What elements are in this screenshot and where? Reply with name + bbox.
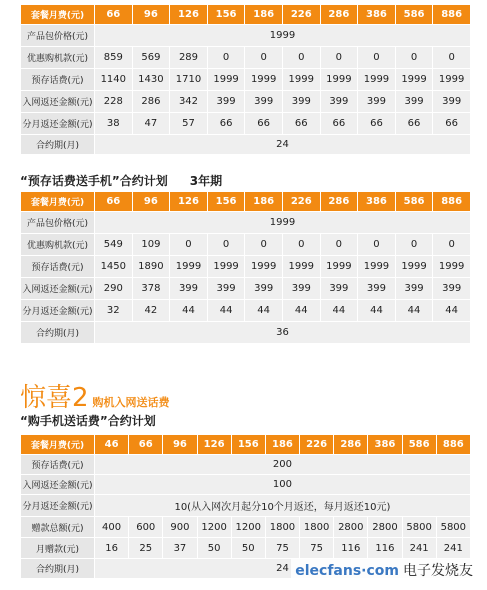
row-label-cell: 预存话费(元) — [21, 256, 95, 278]
merged-value-cell: 200 — [95, 455, 471, 475]
row-label-cell: 入网返还金额(元) — [21, 91, 95, 113]
header-fee-cell: 286 — [334, 435, 368, 455]
header-fee-cell: 386 — [358, 192, 396, 212]
watermark-brand: elecfans·com — [295, 563, 399, 579]
merged-value-cell: 1999 — [95, 25, 471, 47]
row-label-cell: 合约期(月) — [21, 322, 95, 344]
header-fee-cell: 126 — [170, 192, 208, 212]
row-label-cell: 产品包价格(元) — [21, 212, 95, 234]
row-label-cell: 优惠购机款(元) — [21, 47, 95, 69]
value-cell: 399 — [433, 91, 471, 113]
value-cell: 66 — [433, 113, 471, 135]
header-fee-cell: 586 — [395, 5, 433, 25]
header-fee-cell: 156 — [231, 435, 265, 455]
value-cell: 1999 — [282, 256, 320, 278]
value-cell: 399 — [170, 278, 208, 300]
value-cell: 1999 — [170, 256, 208, 278]
table-row — [21, 113, 471, 135]
promo-heading — [20, 377, 170, 414]
value-cell: 1999 — [358, 69, 396, 91]
row-label-cell: 合约期(月) — [21, 559, 95, 579]
contract-table-2 — [20, 191, 471, 344]
header-fee-cell: 66 — [95, 192, 133, 212]
value-cell: 0 — [207, 234, 245, 256]
value-cell: 1999 — [358, 256, 396, 278]
merged-value-cell: 24 — [95, 135, 471, 155]
table-row — [21, 278, 471, 300]
row-label-cell: 预存话费(元) — [21, 455, 95, 475]
value-cell: 1999 — [395, 69, 433, 91]
table-row — [21, 495, 471, 517]
header-fee-cell: 186 — [265, 435, 299, 455]
value-cell: 399 — [320, 278, 358, 300]
row-label-cell: 分月返还金额(元) — [21, 300, 95, 322]
value-cell: 1430 — [132, 69, 170, 91]
value-cell: 2800 — [334, 517, 368, 538]
merged-value-cell: 10(从入网次月起分10个月返还，每月返还10元) — [95, 495, 471, 517]
section-title-buyphone — [20, 412, 156, 429]
value-cell: 42 — [132, 300, 170, 322]
header-label-cell: 套餐月费(元) — [21, 435, 95, 455]
value-cell: 569 — [132, 47, 170, 69]
merged-value-cell: 100 — [95, 475, 471, 495]
value-cell: 1999 — [282, 69, 320, 91]
value-cell: 116 — [368, 538, 402, 559]
header-fee-cell: 586 — [402, 435, 436, 455]
merged-value-cell: 1999 — [95, 212, 471, 234]
value-cell: 32 — [95, 300, 133, 322]
header-fee-cell: 66 — [95, 5, 133, 25]
value-cell: 286 — [132, 91, 170, 113]
value-cell: 1999 — [320, 69, 358, 91]
value-cell: 44 — [395, 300, 433, 322]
header-fee-cell: 286 — [320, 5, 358, 25]
value-cell: 241 — [402, 538, 436, 559]
row-label-cell: 合约期(月) — [21, 135, 95, 155]
header-fee-cell: 96 — [132, 192, 170, 212]
value-cell: 399 — [282, 91, 320, 113]
value-cell: 1800 — [300, 517, 334, 538]
value-cell: 399 — [282, 278, 320, 300]
table-row — [21, 455, 471, 475]
header-fee-cell: 46 — [95, 435, 129, 455]
table-row — [21, 69, 471, 91]
header-row — [21, 192, 471, 212]
header-label-cell: 套餐月费(元) — [21, 5, 95, 25]
section-title-prepay-text: “预存话费送手机”合约计划 — [20, 174, 168, 188]
merged-value-cell: 36 — [95, 322, 471, 344]
table-row — [21, 47, 471, 69]
value-cell: 5800 — [402, 517, 436, 538]
value-cell: 66 — [282, 113, 320, 135]
value-cell: 47 — [132, 113, 170, 135]
table-row — [21, 300, 471, 322]
header-fee-cell: 126 — [197, 435, 231, 455]
value-cell: 399 — [433, 278, 471, 300]
merged-value-cell: 24 — [95, 559, 471, 579]
header-fee-cell: 156 — [207, 5, 245, 25]
term-label: 3年期 — [189, 174, 223, 188]
value-cell: 44 — [207, 300, 245, 322]
row-label-cell: 分月返还金额(元) — [21, 113, 95, 135]
value-cell: 66 — [207, 113, 245, 135]
watermark — [291, 558, 477, 582]
value-cell: 0 — [433, 47, 471, 69]
value-cell: 0 — [395, 47, 433, 69]
value-cell: 1450 — [95, 256, 133, 278]
value-cell: 549 — [95, 234, 133, 256]
value-cell: 1999 — [245, 69, 283, 91]
value-cell: 5800 — [436, 517, 470, 538]
table-row — [21, 256, 471, 278]
value-cell: 2800 — [368, 517, 402, 538]
value-cell: 66 — [358, 113, 396, 135]
value-cell: 1999 — [207, 69, 245, 91]
row-label-cell: 分月返还金额(元) — [21, 495, 95, 517]
header-fee-cell: 586 — [395, 192, 433, 212]
table-row — [21, 25, 471, 47]
value-cell: 38 — [95, 113, 133, 135]
row-label-cell: 入网返还金额(元) — [21, 278, 95, 300]
value-cell: 0 — [320, 234, 358, 256]
value-cell: 1800 — [265, 517, 299, 538]
header-label-cell: 套餐月费(元) — [21, 192, 95, 212]
value-cell: 1999 — [433, 256, 471, 278]
table-row — [21, 135, 471, 155]
header-fee-cell: 96 — [132, 5, 170, 25]
value-cell: 44 — [245, 300, 283, 322]
header-row — [21, 5, 471, 25]
header-fee-cell: 886 — [433, 5, 471, 25]
value-cell: 399 — [395, 278, 433, 300]
value-cell: 399 — [207, 278, 245, 300]
value-cell: 399 — [395, 91, 433, 113]
value-cell: 241 — [436, 538, 470, 559]
value-cell: 1200 — [231, 517, 265, 538]
value-cell: 1999 — [245, 256, 283, 278]
value-cell: 0 — [395, 234, 433, 256]
value-cell: 400 — [95, 517, 129, 538]
value-cell: 228 — [95, 91, 133, 113]
value-cell: 900 — [163, 517, 197, 538]
promo-big-text: 惊喜2 — [20, 383, 89, 413]
value-cell: 1999 — [395, 256, 433, 278]
header-fee-cell: 386 — [368, 435, 402, 455]
value-cell: 1999 — [320, 256, 358, 278]
header-fee-cell: 286 — [320, 192, 358, 212]
value-cell: 378 — [132, 278, 170, 300]
value-cell: 44 — [433, 300, 471, 322]
header-fee-cell: 186 — [245, 192, 283, 212]
header-fee-cell: 126 — [170, 5, 208, 25]
table-row — [21, 212, 471, 234]
row-label-cell: 月赠款(元) — [21, 538, 95, 559]
value-cell: 0 — [170, 234, 208, 256]
header-fee-cell: 186 — [245, 5, 283, 25]
value-cell: 16 — [95, 538, 129, 559]
value-cell: 1710 — [170, 69, 208, 91]
value-cell: 37 — [163, 538, 197, 559]
value-cell: 0 — [245, 47, 283, 69]
table-row — [21, 475, 471, 495]
value-cell: 399 — [245, 91, 283, 113]
row-label-cell: 预存话费(元) — [21, 69, 95, 91]
value-cell: 50 — [231, 538, 265, 559]
value-cell: 66 — [245, 113, 283, 135]
header-fee-cell: 886 — [436, 435, 470, 455]
value-cell: 399 — [358, 91, 396, 113]
value-cell: 600 — [129, 517, 163, 538]
value-cell: 66 — [320, 113, 358, 135]
value-cell: 44 — [282, 300, 320, 322]
value-cell: 1999 — [433, 69, 471, 91]
header-fee-cell: 156 — [207, 192, 245, 212]
row-label-cell: 入网返还金额(元) — [21, 475, 95, 495]
value-cell: 0 — [433, 234, 471, 256]
value-cell: 116 — [334, 538, 368, 559]
header-fee-cell: 886 — [433, 192, 471, 212]
table-row — [21, 517, 471, 538]
contract-table-1 — [20, 4, 471, 155]
value-cell: 1890 — [132, 256, 170, 278]
table-row — [21, 91, 471, 113]
value-cell: 0 — [245, 234, 283, 256]
watermark-cn: 电子发烧友 — [403, 563, 473, 579]
value-cell: 50 — [197, 538, 231, 559]
value-cell: 25 — [129, 538, 163, 559]
header-fee-cell: 386 — [358, 5, 396, 25]
value-cell: 342 — [170, 91, 208, 113]
value-cell: 399 — [207, 91, 245, 113]
value-cell: 44 — [320, 300, 358, 322]
table-row — [21, 322, 471, 344]
value-cell: 0 — [282, 234, 320, 256]
value-cell: 109 — [132, 234, 170, 256]
value-cell: 0 — [358, 47, 396, 69]
value-cell: 1999 — [207, 256, 245, 278]
value-cell: 44 — [170, 300, 208, 322]
row-label-cell: 赠款总额(元) — [21, 517, 95, 538]
header-fee-cell: 96 — [163, 435, 197, 455]
value-cell: 75 — [300, 538, 334, 559]
value-cell: 75 — [265, 538, 299, 559]
value-cell: 289 — [170, 47, 208, 69]
header-row — [21, 435, 471, 455]
row-label-cell: 优惠购机款(元) — [21, 234, 95, 256]
table-row — [21, 234, 471, 256]
value-cell: 0 — [358, 234, 396, 256]
promo-small-text: 购机入网送话费 — [92, 396, 170, 409]
value-cell: 399 — [320, 91, 358, 113]
value-cell: 44 — [358, 300, 396, 322]
value-cell: 0 — [282, 47, 320, 69]
table-row — [21, 538, 471, 559]
row-label-cell: 产品包价格(元) — [21, 25, 95, 47]
value-cell: 1200 — [197, 517, 231, 538]
value-cell: 66 — [395, 113, 433, 135]
header-fee-cell: 226 — [282, 192, 320, 212]
value-cell: 399 — [245, 278, 283, 300]
header-fee-cell: 66 — [129, 435, 163, 455]
value-cell: 1140 — [95, 69, 133, 91]
value-cell: 290 — [95, 278, 133, 300]
section-title-buyphone-text: “购手机送话费”合约计划 — [20, 414, 156, 428]
value-cell: 859 — [95, 47, 133, 69]
value-cell: 0 — [320, 47, 358, 69]
header-fee-cell: 226 — [282, 5, 320, 25]
header-fee-cell: 226 — [300, 435, 334, 455]
value-cell: 57 — [170, 113, 208, 135]
section-title-prepay — [20, 172, 222, 189]
value-cell: 399 — [358, 278, 396, 300]
value-cell: 0 — [207, 47, 245, 69]
